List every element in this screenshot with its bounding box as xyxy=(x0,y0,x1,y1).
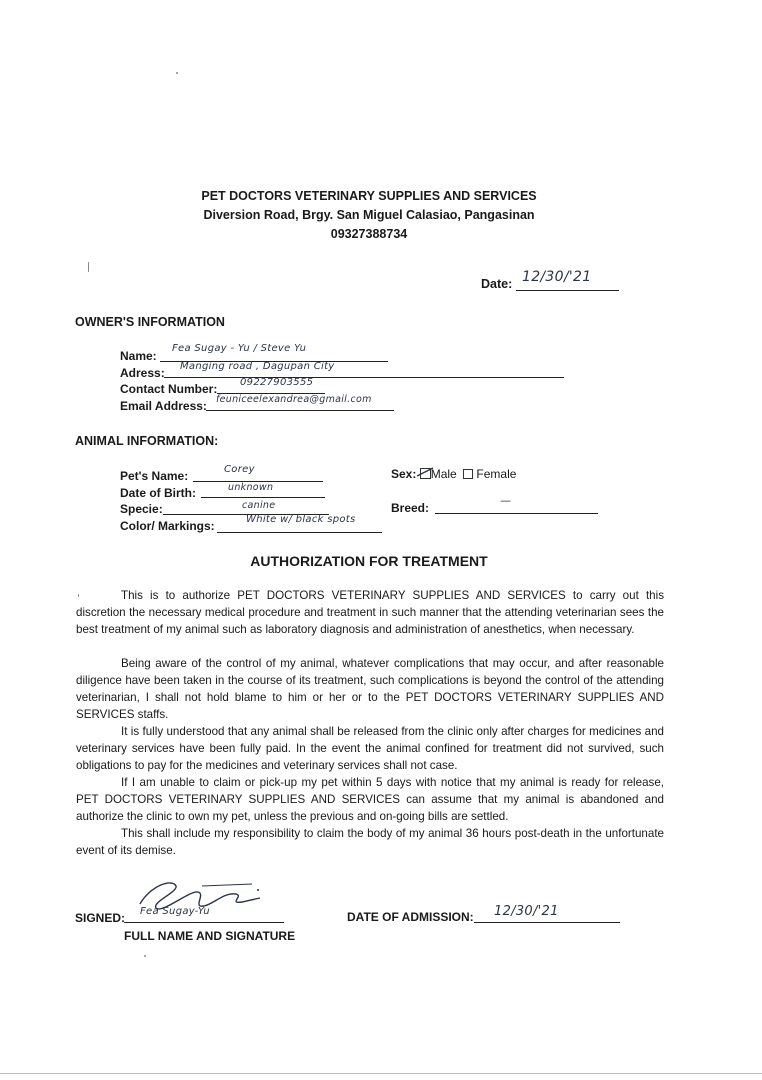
signature-caption: FULL NAME AND SIGNATURE xyxy=(124,929,296,943)
animal-section-title: ANIMAL INFORMATION: xyxy=(75,434,219,448)
color-label: Color/ Markings: xyxy=(120,519,215,533)
date-underline xyxy=(516,290,619,291)
date-label: Date: xyxy=(481,277,513,291)
authorization-paragraph-2: Being aware of the control of my animal, whatever complications that may occur, and after reasonable diligence have been taken in the course of its treatment, such complications is beyond the control of the attending veterinarian, I shall not hold blame to him or her or to the PET DOCTORS VETERINARY SUPPLIES AND SERVICES staffs. xyxy=(76,657,664,721)
female-option-label: Female xyxy=(476,467,517,481)
owner-email-value: feuniceelexandrea@gmail.com xyxy=(216,394,372,405)
dob-underline xyxy=(201,497,325,498)
signed-label: SIGNED: xyxy=(75,911,126,925)
color-value: White w/ black spots xyxy=(246,514,356,525)
scan-speck xyxy=(144,955,146,957)
owner-address-label: Adress: xyxy=(120,366,165,380)
scan-speck xyxy=(176,72,178,74)
authorization-paragraph-3: It is fully understood that any animal shall be released from the clinic only after charges for medicines and veterinary services have been fully paid. In the event the animal confined for treatment did not survived, such obligations to pay for the medicines and veterinary services shall not case. xyxy=(76,725,664,772)
owner-name-label: Name: xyxy=(120,349,157,363)
dob-value: unknown xyxy=(228,482,274,493)
owner-name-value: Fea Sugay - Yu / Steve Yu xyxy=(172,343,307,354)
date-value: 12/30/'21 xyxy=(522,269,592,285)
sex-label: Sex: xyxy=(391,467,417,481)
color-underline xyxy=(217,532,382,533)
sex-field xyxy=(391,467,516,481)
signed-name-value: Fea Sugay-Yu xyxy=(140,906,210,917)
scan-speck xyxy=(88,262,89,272)
business-address: Diversion Road, Brgy. San Miguel Calasiao, Pangasinan xyxy=(203,208,535,222)
pet-name-label: Pet's Name: xyxy=(120,469,189,483)
admission-date-underline xyxy=(474,922,620,923)
owner-email-label: Email Address: xyxy=(120,399,207,413)
admission-date-label: DATE OF ADMISSION: xyxy=(347,910,474,924)
male-option-label: Male xyxy=(430,467,457,481)
female-checkbox[interactable] xyxy=(463,469,473,479)
authorization-paragraph-5: This shall include my responsibility to claim the body of my animal 36 hours post-death in the unfortunate event of its demise. xyxy=(76,827,664,857)
signature-underline xyxy=(124,922,284,923)
business-phone: 09327388734 xyxy=(330,227,408,241)
breed-value: — xyxy=(500,494,512,507)
breed-label: Breed: xyxy=(391,501,430,515)
dob-label: Date of Birth: xyxy=(120,486,196,500)
specie-label: Specie: xyxy=(120,502,163,516)
owner-section-title: OWNER'S INFORMATION xyxy=(75,315,225,329)
owner-address-underline xyxy=(164,377,564,378)
business-name: PET DOCTORS VETERINARY SUPPLIES AND SERVICES xyxy=(201,189,537,203)
owner-contact-value: 09227903555 xyxy=(240,377,314,388)
scan-edge xyxy=(0,1073,762,1074)
authorization-paragraph-1: This is to authorize PET DOCTORS VETERINARY SUPPLIES AND SERVICES to carry out this discretion the necessary medical procedure and treatment in such manner that the attending veterinarian sees the best treatment of my animal such as laboratory diagnosis and administration of anesthetics, when necessary. xyxy=(76,589,664,636)
admission-date-value: 12/30/'21 xyxy=(494,904,559,919)
male-checkbox[interactable] xyxy=(420,468,431,479)
owner-email-underline xyxy=(206,410,394,411)
authorization-title: AUTHORIZATION FOR TREATMENT xyxy=(250,553,488,569)
owner-contact-label: Contact Number: xyxy=(120,382,218,396)
specie-value: canine xyxy=(242,500,276,511)
checkmark-icon xyxy=(416,467,434,477)
scan-speck xyxy=(78,594,79,597)
authorization-paragraph-4: If I am unable to claim or pick-up my pet within 5 days with notice that my animal is ready for release, PET DOCTORS VETERINARY SUPPLIES AND SERVICES can assume that my animal is abandoned and authorize the clinic to own my pet, unless the previous and on-going bills are settled. xyxy=(76,776,664,823)
owner-address-value: Manging road , Dagupan City xyxy=(180,361,335,372)
breed-underline xyxy=(435,513,598,514)
pet-name-value: Corey xyxy=(224,464,255,475)
